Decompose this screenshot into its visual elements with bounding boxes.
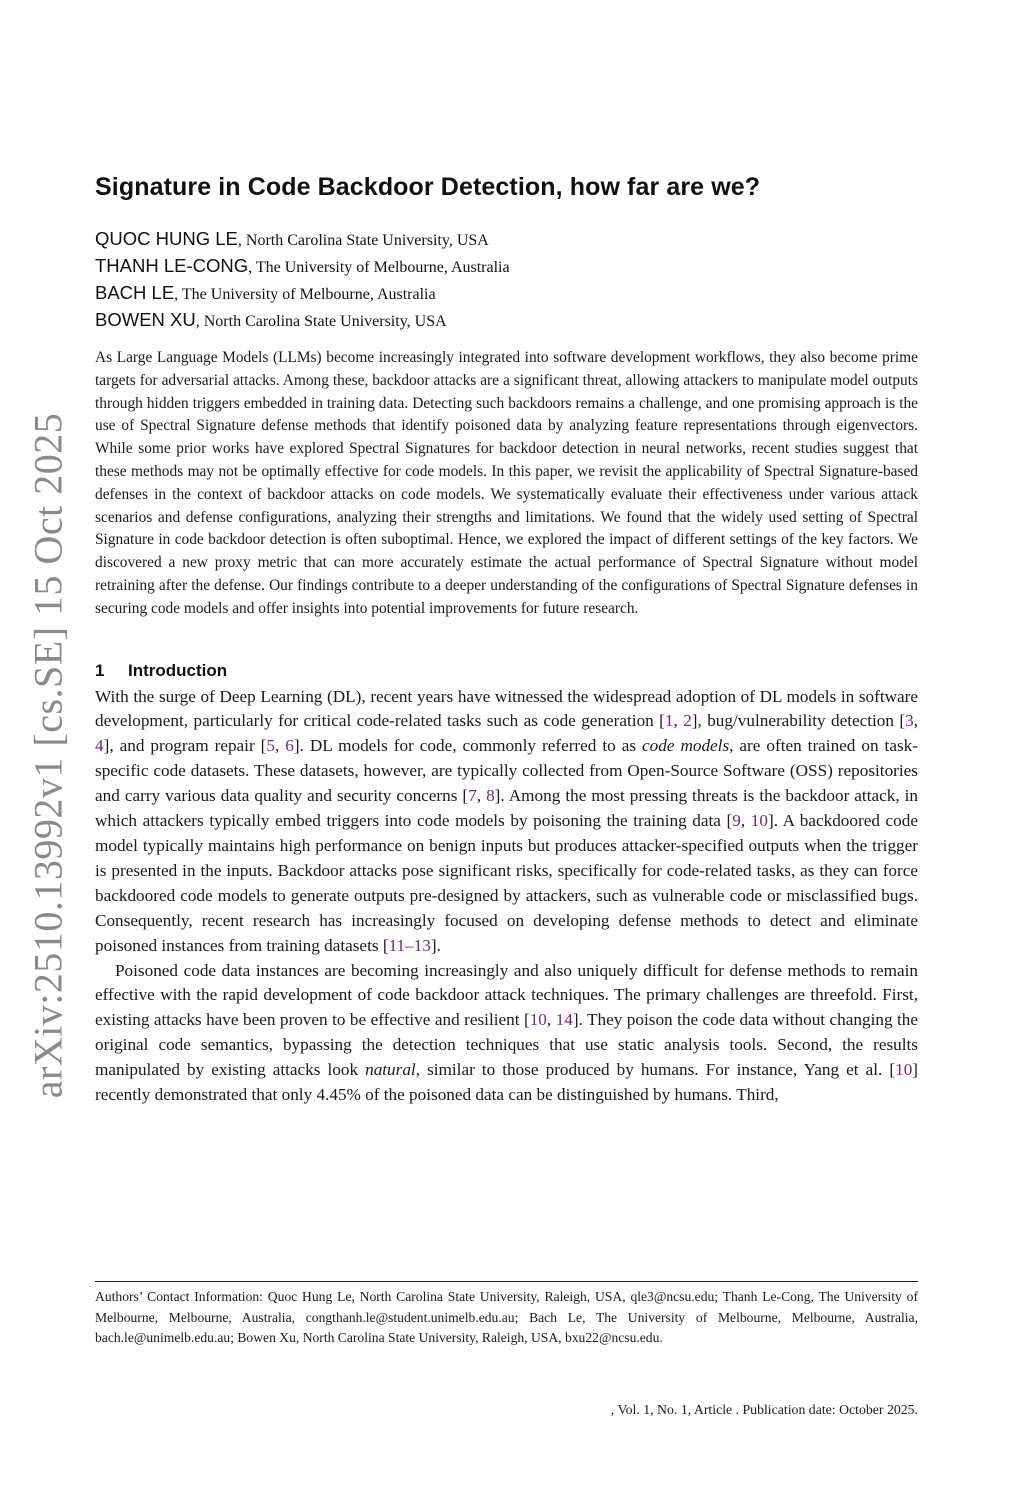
citation-link[interactable]: 9 (732, 811, 741, 831)
citation-link[interactable]: 7 (468, 786, 477, 806)
author-entry (95, 225, 918, 252)
author-entry (95, 252, 918, 279)
citation-link[interactable]: 10 (750, 811, 768, 831)
citation-link[interactable]: 4 (95, 736, 104, 756)
author-affiliation: , North Carolina State University, USA (237, 232, 489, 249)
citation-link[interactable]: 5 (266, 736, 275, 756)
author-entry (95, 306, 918, 333)
section-heading (95, 657, 918, 685)
paper-page (95, 168, 918, 1108)
section-number: 1 (95, 660, 105, 680)
author-name: QUOC HUNG LE (95, 228, 238, 249)
paper-title: Signature in Code Backdoor Detection, how far are we? (95, 173, 761, 201)
emphasis: code models (642, 736, 730, 756)
author-affiliation: , The University of Melbourne, Australia (174, 286, 436, 303)
author-name: BACH LE (95, 282, 175, 303)
citation-link[interactable]: 10 (895, 1060, 913, 1080)
author-entry (95, 279, 918, 306)
citation-link[interactable]: 10 (529, 1010, 547, 1030)
citation-link[interactable]: 6 (285, 736, 294, 756)
arxiv-identifier: arXiv:2510.13992v1 [cs.SE] 15 Oct 2025 (25, 412, 71, 1098)
author-affiliation: , The University of Melbourne, Australia (248, 259, 510, 276)
citation-link[interactable]: 3 (905, 711, 914, 731)
publication-footer: , Vol. 1, No. 1, Article . Publication date: October 2025. (610, 1402, 918, 1417)
paragraph: With the surge of Deep Learning (DL), recent years have witnessed the widespread adoption of DL models in software development, particularly for critical code-related tasks such as code generation [1, 2], bug/vulnerability detection [3, 4], and program repair [5, 6]. DL models for code, commonly referred to as code models, are often trained on task-specific code datasets. These datasets, however, are typically collected from Open-Source Software (OSS) repositories and carry various data quality and security concerns [7, 8]. Among the most pressing threats is the backdoor attack, in which attackers typically embed triggers into code models by poisoning the training data [9, 10]. A backdoored code model typically maintains high performance on benign inputs but produces attacker-specified outputs when the trigger is presented in the inputs. Backdoor attacks pose significant risks, specifically for code-related tasks, as they can force backdoored code models to generate outputs pre-designed by attackers, such as vulnerable code or misclassified bugs. Consequently, recent research has increasingly focused on developing defense methods to detect and eliminate poisoned instances from training datasets [11–13]. (95, 686, 919, 955)
author-contact-footnote: Authors’ Contact Information: Quoc Hung Le, North Carolina State University, Raleigh, USA, qle3@ncsu.edu; Thanh Le-Cong, The University of Melbourne, Melbourne, Australia, congthanh.le@student.unimelb.edu.au; Bach Le, The University of Melbourne, Melbourne, Australia, bach.le@unimelb.edu.au; Bowen Xu, North Carolina State University, Raleigh, USA, bxu22@ncsu.edu. (95, 1289, 918, 1345)
citation-link[interactable]: 1 (664, 711, 674, 731)
arxiv-stamp (22, 395, 74, 1115)
section-title: Introduction (128, 660, 228, 680)
author-name: BOWEN XU (95, 309, 196, 330)
paragraph: Poisoned code data instances are becoming increasingly and also uniquely difficult for defense methods to remain effective with the rapid development of code backdoor attack techniques. The primary challenges are threefold. First, existing attacks have been proven to be effective and resilient [10, 14]. They poison the code data without changing the original code semantics, bypassing the detection techniques that use static analysis tools. Second, the results manipulated by existing attacks look natural, similar to those produced by humans. For instance, Yang et al. [10] recently demonstrated that only 4.45% of the poisoned data can be distinguished by humans. Third, (95, 960, 919, 1105)
author-name: THANH LE-CONG (95, 255, 249, 276)
citation-link[interactable]: 8 (486, 786, 495, 806)
citation-link[interactable]: 11–13 (388, 935, 431, 955)
author-affiliation: , North Carolina State University, USA (195, 313, 447, 330)
emphasis: natural (365, 1060, 416, 1080)
author-list (95, 225, 918, 333)
body-text (95, 685, 918, 1108)
citation-link[interactable]: 14 (555, 1010, 573, 1030)
citation-link[interactable]: 2 (683, 711, 692, 731)
abstract: As Large Language Models (LLMs) become increasingly integrated into software development workflows, they also become prime targets for adversarial attacks. Among these, backdoor attacks are a significant threat, allowing attackers to manipulate model outputs through hidden triggers embedded in training data. Detecting such backdoors remains a challenge, and one promising approach is the use of Spectral Signature defense methods that identify poisoned data by analyzing feature representations through eigenvectors. While some prior works have explored Spectral Signatures for backdoor detection in neural networks, recent studies suggest that these methods may not be optimally effective for code models. In this paper, we revisit the applicability of Spectral Signature-based defenses in the context of backdoor attacks on code models. We systematically evaluate their effectiveness under various attack scenarios and defense configurations, analyzing their strengths and limitations. We found that the widely used setting of Spectral Signature in code backdoor detection is often suboptimal. Hence, we explored the impact of different settings of the key factors. We discovered a new proxy metric that can more accurately estimate the actual performance of Spectral Signature without model retraining after the defense. Our findings contribute to a deeper understanding of the configurations of Spectral Signature defenses in securing code models and offer insights into potential improvements for future research. (95, 349, 918, 617)
footnote-divider (95, 1281, 918, 1282)
